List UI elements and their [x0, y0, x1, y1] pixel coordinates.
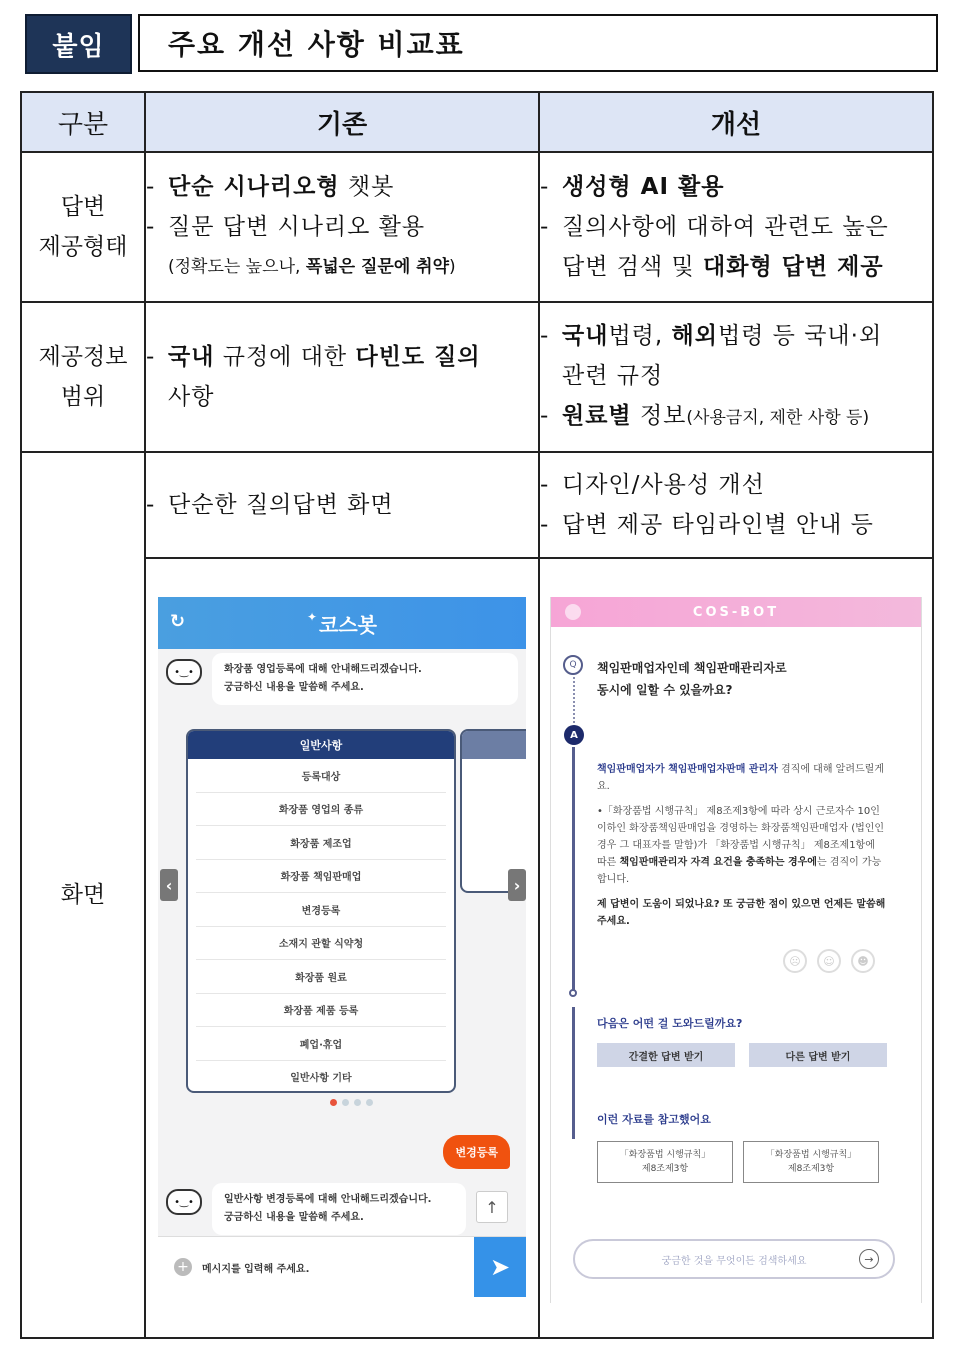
feedback-ok-icon[interactable]: ☺	[817, 949, 841, 973]
plus-icon[interactable]: +	[174, 1258, 192, 1276]
page-dot[interactable]	[366, 1099, 373, 1106]
menu-item[interactable]: 등록대상	[196, 759, 446, 793]
arrow-right-icon[interactable]: →	[859, 1249, 879, 1269]
page-dot[interactable]	[342, 1099, 349, 1106]
bullet-line: - 국내법령, 해외법령 등 국내·외	[540, 323, 883, 349]
category-line: 화면	[60, 882, 106, 908]
old-bot-header	[158, 597, 526, 649]
table-row	[21, 452, 933, 558]
bubble-line: 일반사항 변경등록에 대해 안내해드리겠습니다.	[224, 1194, 432, 1205]
search-input[interactable]	[573, 1239, 895, 1279]
new-bot-title: COS-BOT	[692, 604, 780, 620]
before-cell	[145, 152, 539, 302]
category-line: 범위	[60, 384, 106, 410]
bullet-line: - 생성형 AI 활용	[540, 174, 725, 200]
concise-answer-button[interactable]: 간결한 답변 받기	[597, 1043, 735, 1067]
bot-bubble	[212, 1183, 466, 1235]
search-placeholder: 궁금한 것을 무엇이든 검색하세요	[661, 1255, 807, 1267]
after-cell	[539, 152, 933, 302]
next-prompt: 다음은 어떤 걸 도와드릴까요?	[597, 1017, 743, 1030]
scroll-up-button[interactable]: ↑	[476, 1191, 508, 1223]
answer-marker-icon: A	[564, 725, 584, 745]
user-question: 책임판매업자인데 책임판매관리자로 동시에 일할 수 있을까요?	[597, 661, 787, 697]
screenshot-row	[21, 558, 933, 1338]
robot-avatar-icon: •‿•	[166, 1189, 202, 1215]
message-input-bar	[158, 1236, 526, 1297]
menu-item[interactable]: 화장품 제조업	[196, 826, 446, 860]
robot-avatar-icon: •‿•	[166, 659, 202, 685]
row-category	[21, 452, 145, 1338]
table-row	[21, 152, 933, 302]
menu-item[interactable]: 소재지 관할 식약청	[196, 927, 446, 961]
continuation-line: 사항	[168, 384, 215, 410]
new-bot-header	[551, 597, 921, 627]
bullet-line: - 원료별 정보(사용금지, 제한 사항 등)	[540, 403, 870, 429]
row-category	[21, 152, 145, 302]
bot-greeting	[166, 653, 518, 705]
bubble-line: 궁금하신 내용을 말씀해 주세요.	[224, 1212, 364, 1223]
carousel-prev-button[interactable]: ‹	[160, 869, 178, 901]
col-header-after: 개선	[539, 92, 933, 152]
old-bot-title: 코스봇	[319, 612, 378, 637]
bubble-line: 궁금하신 내용을 말씀해 주세요.	[224, 682, 364, 693]
continuation-line: 답변 검색 및 대화형 답변 제공	[562, 254, 884, 280]
reference-link[interactable]: 「화장품법 시행규칙」 제8조제3항	[597, 1141, 733, 1183]
bullet-line: - 답변 제공 타임라인별 안내 등	[540, 512, 874, 538]
old-screenshot-cell	[145, 558, 539, 1338]
comparison-table	[20, 91, 934, 1339]
after-cell	[539, 452, 933, 558]
menu-item[interactable]: 화장품 원료	[196, 960, 446, 994]
table-row	[21, 302, 933, 452]
send-button[interactable]: ➤	[474, 1237, 526, 1297]
bullet-line: - 질문 답변 시나리오 활용	[146, 214, 426, 240]
before-cell	[145, 452, 539, 558]
menu-item[interactable]: 변경등록	[196, 893, 446, 927]
bot-answer: 책임판매업자가 책임판매업자판매 관리자 겸직에 대해 알려드릴게요. •「화장품법 시행규칙」 제8조제3항에 따라 상시 근로자수 10인 이하인 화장품책임판매업을 경영하는 화장품책임판매업자 (법인인 경우 그 대표자를 말함)가 「화장품법 시행규칙」 제8조제1항에 따른 책임판매관리자 자격 요건을 충족하는 경우에는 겸직이 가능합니다. 제 답변이 도움이 되었나요? 또 궁금한 점이 있으면 언제든 말씀해 주세요.	[597, 764, 886, 927]
other-answer-button[interactable]: 다른 답변 받기	[749, 1043, 887, 1067]
old-chatbot-screen	[158, 597, 526, 1297]
row-category	[21, 302, 145, 452]
feedback-bad-icon[interactable]: ☹	[783, 949, 807, 973]
after-cell	[539, 302, 933, 452]
reference-list	[597, 1141, 879, 1183]
carousel-next-button[interactable]: ›	[508, 869, 526, 901]
menu-item[interactable]: 화장품 영업의 종류	[196, 793, 446, 827]
title-row	[25, 14, 938, 72]
table-header-row	[21, 92, 933, 152]
question-marker-icon: Q	[563, 655, 583, 675]
menu-item[interactable]: 화장품 제품 등록	[196, 994, 446, 1028]
note-line: (정확도는 높으나, 폭넓은 질문에 취약)	[168, 257, 456, 277]
feedback-good-icon[interactable]: ☻	[851, 949, 875, 973]
bot-bubble	[212, 653, 518, 705]
timeline-line	[572, 1007, 575, 1139]
menu-card-title: 일반사항	[188, 731, 454, 759]
col-header-before: 기존	[145, 92, 539, 152]
category-line: 제공정보	[38, 344, 128, 370]
timeline-line	[572, 747, 575, 995]
page-dot[interactable]	[330, 1099, 337, 1106]
bullet-line: - 국내 규정에 대한 다빈도 질의	[146, 344, 481, 370]
continuation-line: 관련 규정	[562, 363, 664, 389]
bubble-line: 화장품 영업등록에 대해 안내해드리겠습니다.	[224, 664, 422, 675]
page-dot[interactable]	[354, 1099, 361, 1106]
menu-item[interactable]: 폐업·휴업	[196, 1027, 446, 1061]
bullet-line: - 디자인/사용성 개선	[540, 472, 765, 498]
new-screenshot-cell	[539, 558, 933, 1338]
bot-reply	[166, 1183, 466, 1235]
new-chatbot-screen	[550, 597, 922, 1303]
message-input[interactable]: 메시지를 입력해 주세요.	[202, 1263, 310, 1275]
category-line: 제공형태	[38, 234, 128, 260]
menu-item[interactable]: 화장품 책임판매업	[196, 860, 446, 894]
sparkle-icon: ✦	[306, 610, 318, 624]
bullet-line: - 단순 시나리오형 챗봇	[146, 174, 395, 200]
timeline-dotted	[573, 677, 575, 723]
user-message-chip: 변경등록	[443, 1135, 510, 1169]
page-title: 주요 개선 사항 비교표	[138, 14, 938, 72]
col-header-category: 구분	[21, 92, 145, 152]
option-buttons	[597, 1043, 887, 1067]
attachment-badge: 붙임	[25, 14, 132, 74]
references-title: 이런 자료를 참고했어요	[597, 1113, 711, 1126]
carousel-pagination	[330, 1099, 373, 1106]
before-cell	[145, 302, 539, 452]
reference-link[interactable]: 「화장품법 시행규칙」 제8조제3항	[743, 1141, 879, 1183]
bullet-line: - 단순한 질의답변 화면	[146, 492, 394, 518]
feedback-buttons	[783, 949, 875, 973]
refresh-icon[interactable]: ↻	[170, 611, 186, 632]
menu-card-general	[186, 729, 456, 1093]
category-line: 답변	[60, 194, 106, 220]
home-icon[interactable]	[565, 604, 581, 620]
timeline-node	[569, 989, 577, 997]
bullet-line: - 질의사항에 대하여 관련도 높은	[540, 214, 889, 240]
menu-item[interactable]: 일반사항 기타	[290, 1073, 352, 1085]
